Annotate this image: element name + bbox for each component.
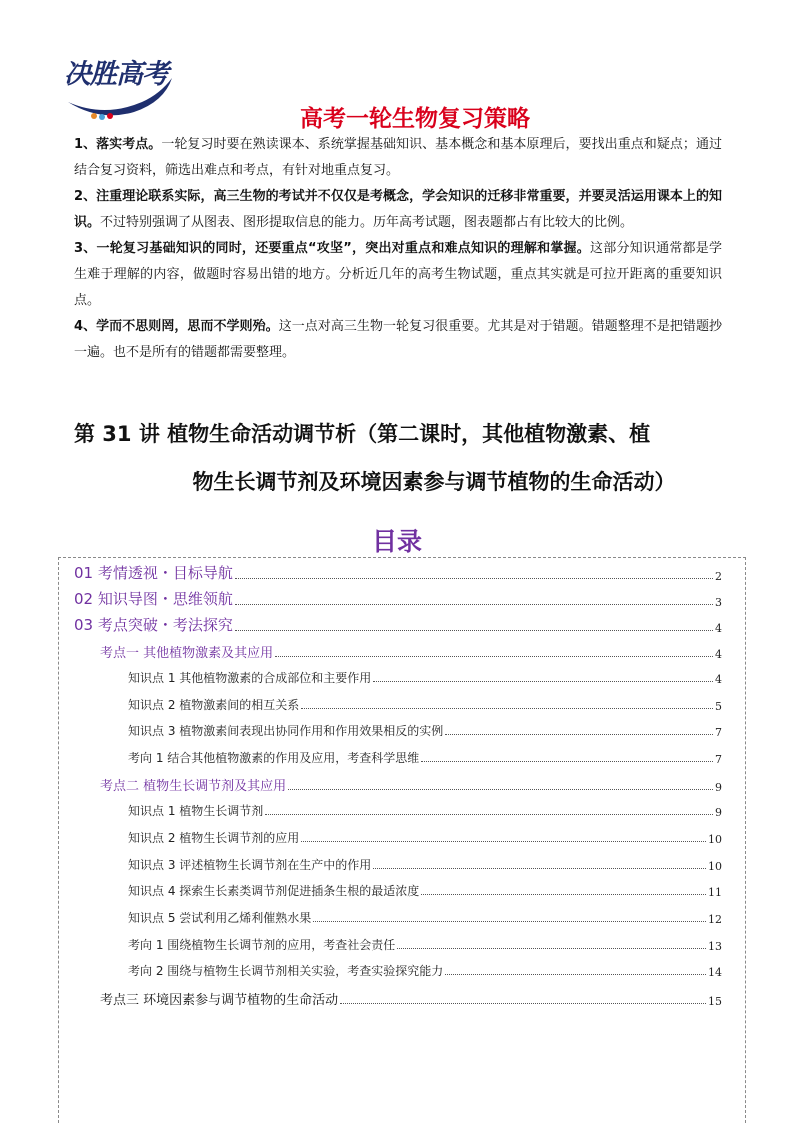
toc-entry-sub[interactable]: 知识点 2 植物生长调节剂的应用 10 (128, 831, 722, 846)
toc-entry-sub[interactable]: 知识点 3 植物激素间表现出协同作用和作用效果相反的实例 7 (128, 724, 722, 739)
toc-entry-sub[interactable]: 知识点 4 探索生长素类调节剂促进插条生根的最适浓度 11 (128, 884, 722, 899)
logo-text: 决胜高考 (64, 59, 168, 90)
toc-entry-sub[interactable]: 知识点 1 其他植物激素的合成部位和主要作用 4 (128, 671, 722, 686)
toc-entry-sub[interactable]: 知识点 1 植物生长调节剂 9 (128, 804, 722, 819)
toc-entry-sub[interactable]: 知识点 3 评述植物生长调节剂在生产中的作用 10 (128, 858, 722, 873)
lesson-heading-line: 第 31 讲 植物生命活动调节析（第二课时，其他植物激素、植 (74, 422, 651, 446)
page-title: 高考一轮生物复习策略 (300, 106, 530, 132)
lesson-heading-line: 物生长调节剂及环境因素参与调节植物的生命活动） (192, 470, 676, 494)
toc-entry-2[interactable]: 02 知识导图・思维领航 3 (74, 590, 722, 609)
lesson-heading (74, 410, 734, 506)
strategy-item: 1、落实考点。一轮复习时要在熟读课本、系统掌握基础知识、基本概念和基本原理后，要找出重点和疑点；通过结合复习资料，筛选出难点和考点，有针对地重点复习。 (74, 137, 722, 178)
toc-entry-sub[interactable]: 考向 2 围绕与植物生长调节剂相关实验，考查实验探究能力 14 (128, 964, 722, 979)
strategy-section (74, 132, 722, 366)
toc-entry-sub[interactable]: 知识点 2 植物激素间的相互关系 5 (128, 698, 722, 713)
strategy-item: 2、注重理论联系实际，高三生物的考试并不仅仅是考概念，学会知识的迁移非常重要，并要灵活运用课本上的知识。不过特别强调了从图表、图形提取信息的能力。历年高考试题，图表题都占有比较大的比例。 (74, 189, 722, 230)
toc-entry-1[interactable]: 01 考情透视・目标导航 2 (74, 564, 722, 583)
toc-entry-kaodian-3[interactable]: 考点三 环境因素参与调节植物的生命活动 15 (100, 993, 722, 1008)
strategy-item: 3、一轮复习基础知识的同时，还要重点“攻坚”，突出对重点和难点知识的理解和掌握。这部分知识通常都是学生难于理解的内容，做题时容易出错的地方。分析近几年的高考生物试题，重点其实就是可拉开距离的重要知识点。 (74, 241, 722, 308)
toc-entry-3[interactable]: 03 考点突破・考法探究 4 (74, 616, 722, 635)
toc-title: 目录 (371, 527, 422, 556)
toc-entry-kaodian-2[interactable]: 考点二 植物生长调节剂及其应用 9 (100, 779, 722, 794)
toc-entry-sub[interactable]: 考向 1 围绕植物生长调节剂的应用，考查社会责任 13 (128, 938, 722, 953)
toc-entry-sub[interactable]: 知识点 5 尝试利用乙烯利催熟水果 12 (128, 911, 722, 926)
toc-entry-sub[interactable]: 考向 1 结合其他植物激素的作用及应用，考查科学思维 7 (128, 751, 722, 766)
toc-entry-kaodian-1[interactable]: 考点一 其他植物激素及其应用 4 (100, 646, 722, 661)
strategy-item: 4、学而不思则罔，思而不学则殆。这一点对高三生物一轮复习很重要。尤其是对于错题。错题整理不是把错题抄一遍。也不是所有的错题都需要整理。 (74, 319, 722, 360)
